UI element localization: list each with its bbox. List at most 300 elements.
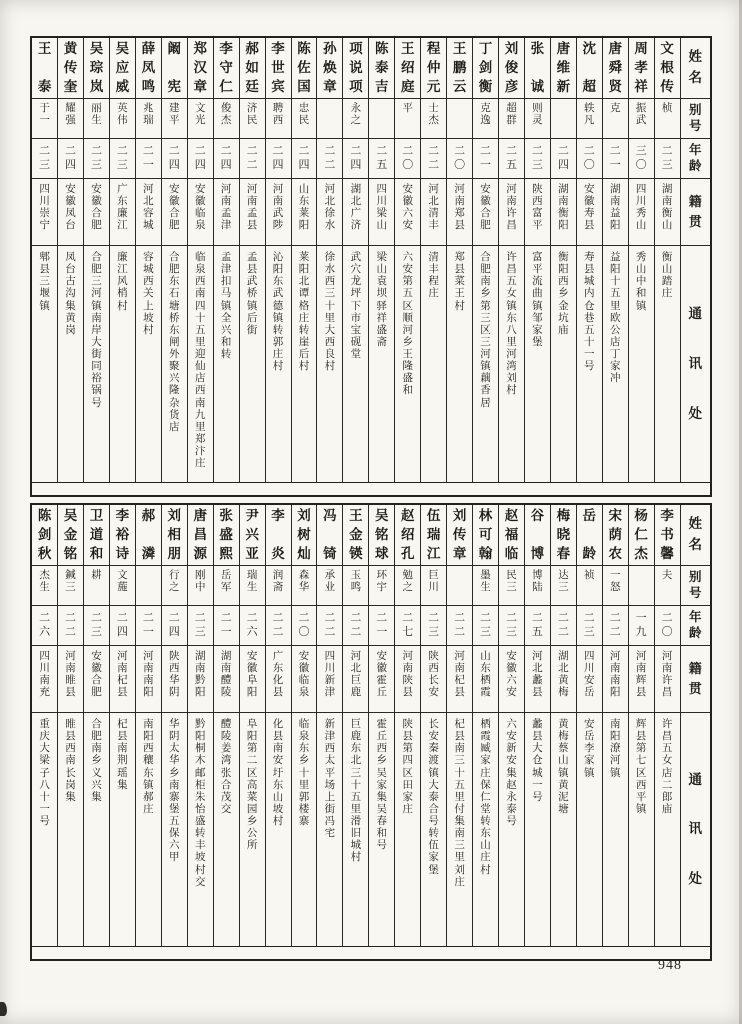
origin-cell: [369, 645, 394, 712]
alias-cell: [447, 98, 472, 138]
char: 庄: [428, 288, 439, 300]
char: 凤: [141, 59, 156, 75]
char: 二: [90, 144, 102, 157]
char: 庄: [454, 876, 465, 888]
char: 二: [350, 625, 362, 638]
age-cell: [395, 605, 420, 645]
header-column: [680, 505, 710, 946]
address-cell: [395, 712, 420, 946]
char: 湖: [661, 184, 673, 195]
char: 二: [454, 625, 466, 638]
age-cell: [110, 138, 135, 178]
char: 山: [376, 220, 388, 232]
char: 业: [324, 582, 336, 594]
char: 陈: [37, 508, 52, 523]
char: 吴: [376, 767, 388, 779]
alias-cell: [369, 565, 394, 605]
char: 岚: [89, 78, 104, 94]
address-cell: [162, 712, 187, 946]
char: 东: [480, 828, 491, 840]
char: 一: [376, 625, 388, 638]
char: 徽: [480, 196, 491, 208]
char: 堡: [532, 336, 543, 348]
char: 莱: [298, 208, 310, 220]
char: 昌: [506, 220, 517, 232]
char: 一: [635, 611, 647, 624]
char: 阚: [167, 41, 182, 56]
char: 丘: [376, 687, 388, 699]
char: 顺: [402, 312, 413, 324]
char: 根: [660, 59, 674, 75]
origin-cell: [266, 178, 291, 245]
char: 平: [532, 220, 543, 232]
alias-cell: [84, 98, 109, 138]
char: 湾: [220, 755, 232, 767]
char: 肥: [169, 264, 180, 276]
char: 廷: [245, 78, 259, 94]
char: 泉: [298, 687, 310, 699]
directory-table-bottom-columns: [32, 505, 710, 947]
char: 杨: [634, 508, 648, 523]
char: 南: [143, 663, 154, 675]
char: 山: [272, 791, 284, 803]
char: 刘: [297, 508, 311, 523]
char: 渡: [428, 755, 439, 767]
char: 四: [220, 158, 232, 171]
char: 可: [478, 526, 493, 542]
char: 诚: [530, 78, 545, 94]
origin-cell: [317, 645, 342, 712]
char: 祥: [634, 78, 648, 94]
char: 金: [63, 526, 78, 542]
char: 河: [143, 651, 154, 662]
entry-column: [654, 505, 680, 946]
char: 黔: [194, 719, 206, 730]
name-cell: [84, 38, 109, 98]
char: 丰: [428, 264, 439, 276]
address-cell: [292, 712, 317, 946]
age-cell: [447, 605, 472, 645]
char: 江: [426, 545, 441, 561]
name-cell: [343, 38, 368, 98]
char: 庆: [39, 731, 50, 743]
char: 巨: [350, 675, 362, 687]
origin-cell: [629, 645, 654, 712]
entry-column: [472, 38, 498, 482]
char: 王: [452, 41, 467, 56]
char: 湖: [558, 184, 569, 195]
char: 年: [689, 142, 702, 157]
origin-cell: [214, 178, 239, 245]
char: 店: [194, 373, 206, 385]
char: 北: [143, 196, 154, 208]
alias-cell: [292, 98, 317, 138]
char: 兆: [143, 103, 154, 114]
char: 怡: [194, 803, 206, 815]
char: 昌: [506, 264, 517, 276]
entry-column: [446, 38, 472, 482]
address-cell: [499, 245, 524, 482]
char: 山: [661, 264, 673, 276]
char: 二: [246, 611, 258, 624]
char: 六: [402, 252, 413, 263]
char: 坡: [194, 852, 206, 864]
char: 陈: [297, 41, 311, 56]
char: 二: [272, 611, 284, 624]
char: 北: [532, 663, 543, 675]
age-cell: [32, 605, 57, 645]
char: 黄: [558, 779, 569, 791]
char: 一: [480, 158, 492, 171]
char: 章: [452, 545, 467, 561]
char: 二: [39, 611, 51, 624]
char: 华: [169, 755, 180, 767]
char: 合: [91, 675, 102, 687]
char: 熙: [219, 545, 233, 561]
address-cell: [369, 712, 394, 946]
age-cell: [499, 605, 524, 645]
char: 安: [402, 220, 413, 232]
age-cell: [292, 138, 317, 178]
char: 临: [298, 719, 310, 730]
char: 村: [194, 864, 206, 876]
name-cell: [214, 38, 239, 98]
char: 醴: [220, 719, 232, 730]
char: 五: [376, 158, 388, 171]
char: 山: [635, 220, 647, 232]
entry-column: [602, 505, 628, 946]
char: 湖: [194, 651, 206, 662]
char: 川: [428, 582, 439, 594]
char: 二: [557, 144, 569, 157]
char: 付: [454, 803, 465, 815]
char: 转: [272, 324, 284, 336]
char: 合: [428, 803, 439, 815]
char: 秀: [635, 208, 647, 220]
address-cell: [214, 712, 239, 946]
char: 村: [324, 361, 336, 373]
char: 台: [65, 264, 76, 276]
address-cell: [343, 245, 368, 482]
entry-column: [265, 38, 291, 482]
char: 四: [376, 184, 388, 195]
char: 之: [402, 582, 413, 594]
char: 张: [219, 508, 233, 523]
char: 西: [558, 276, 569, 288]
header-age-label: [681, 605, 710, 645]
char: 二: [246, 158, 258, 171]
char: 平: [402, 103, 413, 114]
alias-cell: [421, 98, 446, 138]
char: 县: [65, 687, 76, 699]
char: 宪: [167, 78, 182, 94]
char: 邮: [194, 767, 206, 779]
char: 河: [635, 651, 647, 662]
char: 徽: [91, 663, 102, 675]
name-cell: [603, 38, 628, 98]
char: 泰: [428, 791, 439, 803]
char: 国: [297, 78, 311, 94]
char: 公: [609, 324, 621, 336]
char: 华: [169, 719, 180, 730]
char: 化: [272, 719, 284, 730]
char: 益: [609, 208, 621, 220]
char: 四: [584, 651, 595, 662]
char: 丁: [609, 349, 621, 360]
char: 八: [39, 779, 50, 791]
origin-cell: [655, 178, 680, 245]
char: 乡: [169, 767, 180, 779]
char: 三: [39, 158, 51, 171]
char: 宁: [39, 220, 50, 232]
char: 六: [246, 625, 258, 638]
alias-cell: [240, 98, 265, 138]
origin-cell: [84, 645, 109, 712]
char: 河: [220, 184, 232, 195]
char: 河: [143, 184, 154, 195]
char: 广: [272, 651, 284, 662]
char: 河: [454, 184, 465, 195]
char: 号: [506, 816, 517, 827]
name-cell: [473, 38, 498, 98]
char: 逸: [480, 115, 491, 127]
char: 二: [531, 611, 543, 624]
char: 南: [91, 312, 102, 324]
alias-cell: [84, 565, 109, 605]
header-address-label: [681, 245, 710, 482]
char: 镇: [635, 300, 647, 312]
char: 安: [402, 184, 413, 195]
char: 南: [117, 743, 128, 755]
char: 寿: [584, 252, 595, 263]
char: 六: [39, 625, 51, 638]
char: 家: [376, 779, 388, 791]
char: 集: [91, 791, 102, 803]
origin-cell: [188, 645, 213, 712]
char: 吉: [375, 78, 389, 94]
char: 民: [506, 570, 517, 581]
char: 四: [635, 184, 647, 195]
entry-column: [316, 505, 342, 946]
char: 县: [117, 687, 128, 699]
char: 杞: [454, 675, 465, 687]
char: 龄: [689, 159, 702, 174]
char: 集: [65, 300, 76, 312]
char: 七: [402, 625, 414, 638]
char: 承: [324, 570, 336, 581]
origin-cell: [110, 178, 135, 245]
entry-column: [602, 38, 628, 482]
char: 安: [584, 719, 595, 730]
origin-cell: [473, 178, 498, 245]
char: 瑞: [426, 526, 441, 542]
char: 荆: [117, 755, 128, 767]
char: 太: [324, 755, 336, 767]
char: 公: [246, 828, 258, 840]
char: 南: [220, 663, 232, 675]
char: 南: [246, 196, 258, 208]
char: 孟: [220, 208, 232, 220]
char: 五: [505, 158, 517, 171]
char: 永: [350, 103, 362, 114]
char: 西: [65, 743, 76, 755]
char: 〇: [635, 158, 647, 171]
char: 肥: [91, 264, 102, 276]
char: 集: [506, 767, 517, 779]
char: 西: [376, 743, 388, 755]
char: 安: [376, 651, 388, 662]
char: 二: [142, 611, 154, 624]
address-cell: [551, 712, 576, 946]
char: 霍: [376, 675, 388, 687]
char: 武: [272, 288, 284, 300]
char: 县: [635, 687, 647, 699]
char: 关: [143, 288, 154, 300]
char: 霍: [376, 719, 388, 730]
char: 一: [142, 625, 154, 638]
char: 安: [298, 651, 310, 662]
char: 二: [116, 611, 128, 624]
char: 说: [349, 59, 363, 75]
char: 传: [452, 526, 467, 542]
char: 刘: [454, 864, 465, 876]
char: 生: [246, 582, 258, 594]
char: 阜: [246, 719, 258, 730]
origin-cell: [447, 178, 472, 245]
alias-cell: [32, 565, 57, 605]
char: 程: [426, 41, 441, 56]
char: 县: [532, 731, 543, 743]
char: 名: [688, 70, 703, 86]
char: 二: [609, 144, 621, 157]
address-cell: [136, 712, 161, 946]
char: 仲: [426, 59, 441, 75]
address-cell: [447, 245, 472, 482]
char: 四: [272, 158, 284, 171]
char: 南: [609, 663, 621, 675]
char: 和: [220, 336, 232, 348]
alias-cell: [136, 565, 161, 605]
char: 北: [350, 755, 362, 767]
alias-cell: [110, 98, 135, 138]
char: 生: [91, 115, 102, 127]
char: 南: [454, 743, 465, 755]
char: 三: [90, 158, 102, 171]
char: 河: [324, 184, 336, 195]
name-cell: [421, 38, 446, 98]
char: 舜: [608, 59, 622, 75]
entry-column: [109, 38, 135, 482]
char: 第: [635, 743, 647, 755]
char: 平: [532, 264, 543, 276]
char: 元: [426, 78, 441, 94]
char: 绍: [400, 59, 415, 75]
age-cell: [421, 605, 446, 645]
char: 旧: [350, 828, 362, 840]
char: 郑: [454, 252, 465, 263]
char: 西: [194, 385, 206, 397]
char: 斋: [272, 582, 284, 594]
entry-column: [291, 505, 317, 946]
char: 徽: [584, 196, 595, 208]
entry-column: [472, 505, 498, 946]
char: 王: [37, 41, 52, 56]
alias-cell: [473, 565, 498, 605]
alias-cell: [188, 98, 213, 138]
char: 乡: [558, 288, 569, 300]
char: 西: [194, 276, 206, 288]
char: 四: [402, 755, 413, 767]
alias-cell: [473, 98, 498, 138]
char: 临: [504, 545, 519, 561]
char: 西: [143, 743, 154, 755]
char: 瑶: [117, 767, 128, 779]
char: 衡: [661, 208, 673, 220]
char: 镇: [558, 767, 569, 779]
char: 金: [558, 300, 569, 312]
char: 通: [688, 305, 703, 321]
char: 臧: [480, 743, 491, 755]
char: 同: [91, 361, 102, 373]
origin-cell: [32, 178, 57, 245]
char: 兴: [169, 373, 180, 385]
char: 容: [143, 252, 154, 263]
char: 岸: [91, 324, 102, 336]
char: 津: [324, 687, 336, 699]
char: 湖: [558, 651, 569, 662]
char: 县: [272, 731, 284, 743]
char: 阳: [609, 731, 621, 743]
char: 十: [194, 312, 206, 324]
char: 南: [480, 276, 491, 288]
directory-table-bottom: [30, 503, 712, 961]
char: 湖: [350, 184, 362, 195]
char: 穰: [143, 755, 154, 767]
char: 县: [454, 220, 465, 232]
char: 许: [506, 208, 517, 220]
entry-column: [135, 38, 161, 482]
char: 黄: [558, 719, 569, 730]
origin-cell: [188, 178, 213, 245]
char: 四: [168, 158, 180, 171]
char: 庙: [558, 324, 569, 336]
age-cell: [266, 605, 291, 645]
char: 三: [90, 625, 102, 638]
char: 章: [193, 78, 207, 94]
char: 津: [324, 731, 336, 743]
char: 二: [324, 611, 336, 624]
char: 县: [246, 264, 258, 276]
char: 南: [220, 196, 232, 208]
origin-cell: [577, 178, 602, 245]
entry-column: [316, 38, 342, 482]
name-cell: [369, 505, 394, 565]
char: 永: [506, 791, 517, 803]
char: 仁: [480, 791, 491, 803]
char: 四: [116, 625, 128, 638]
char: 桢: [661, 103, 673, 114]
entry-column: [576, 505, 602, 946]
char: 阴: [169, 687, 180, 699]
char: 江: [117, 264, 128, 276]
char: 强: [65, 115, 76, 127]
char: 赵: [400, 508, 415, 523]
origin-cell: [603, 178, 628, 245]
char: 黄: [65, 312, 76, 324]
char: 津: [220, 264, 232, 276]
char: 南: [454, 828, 465, 840]
char: 崇: [39, 208, 50, 220]
